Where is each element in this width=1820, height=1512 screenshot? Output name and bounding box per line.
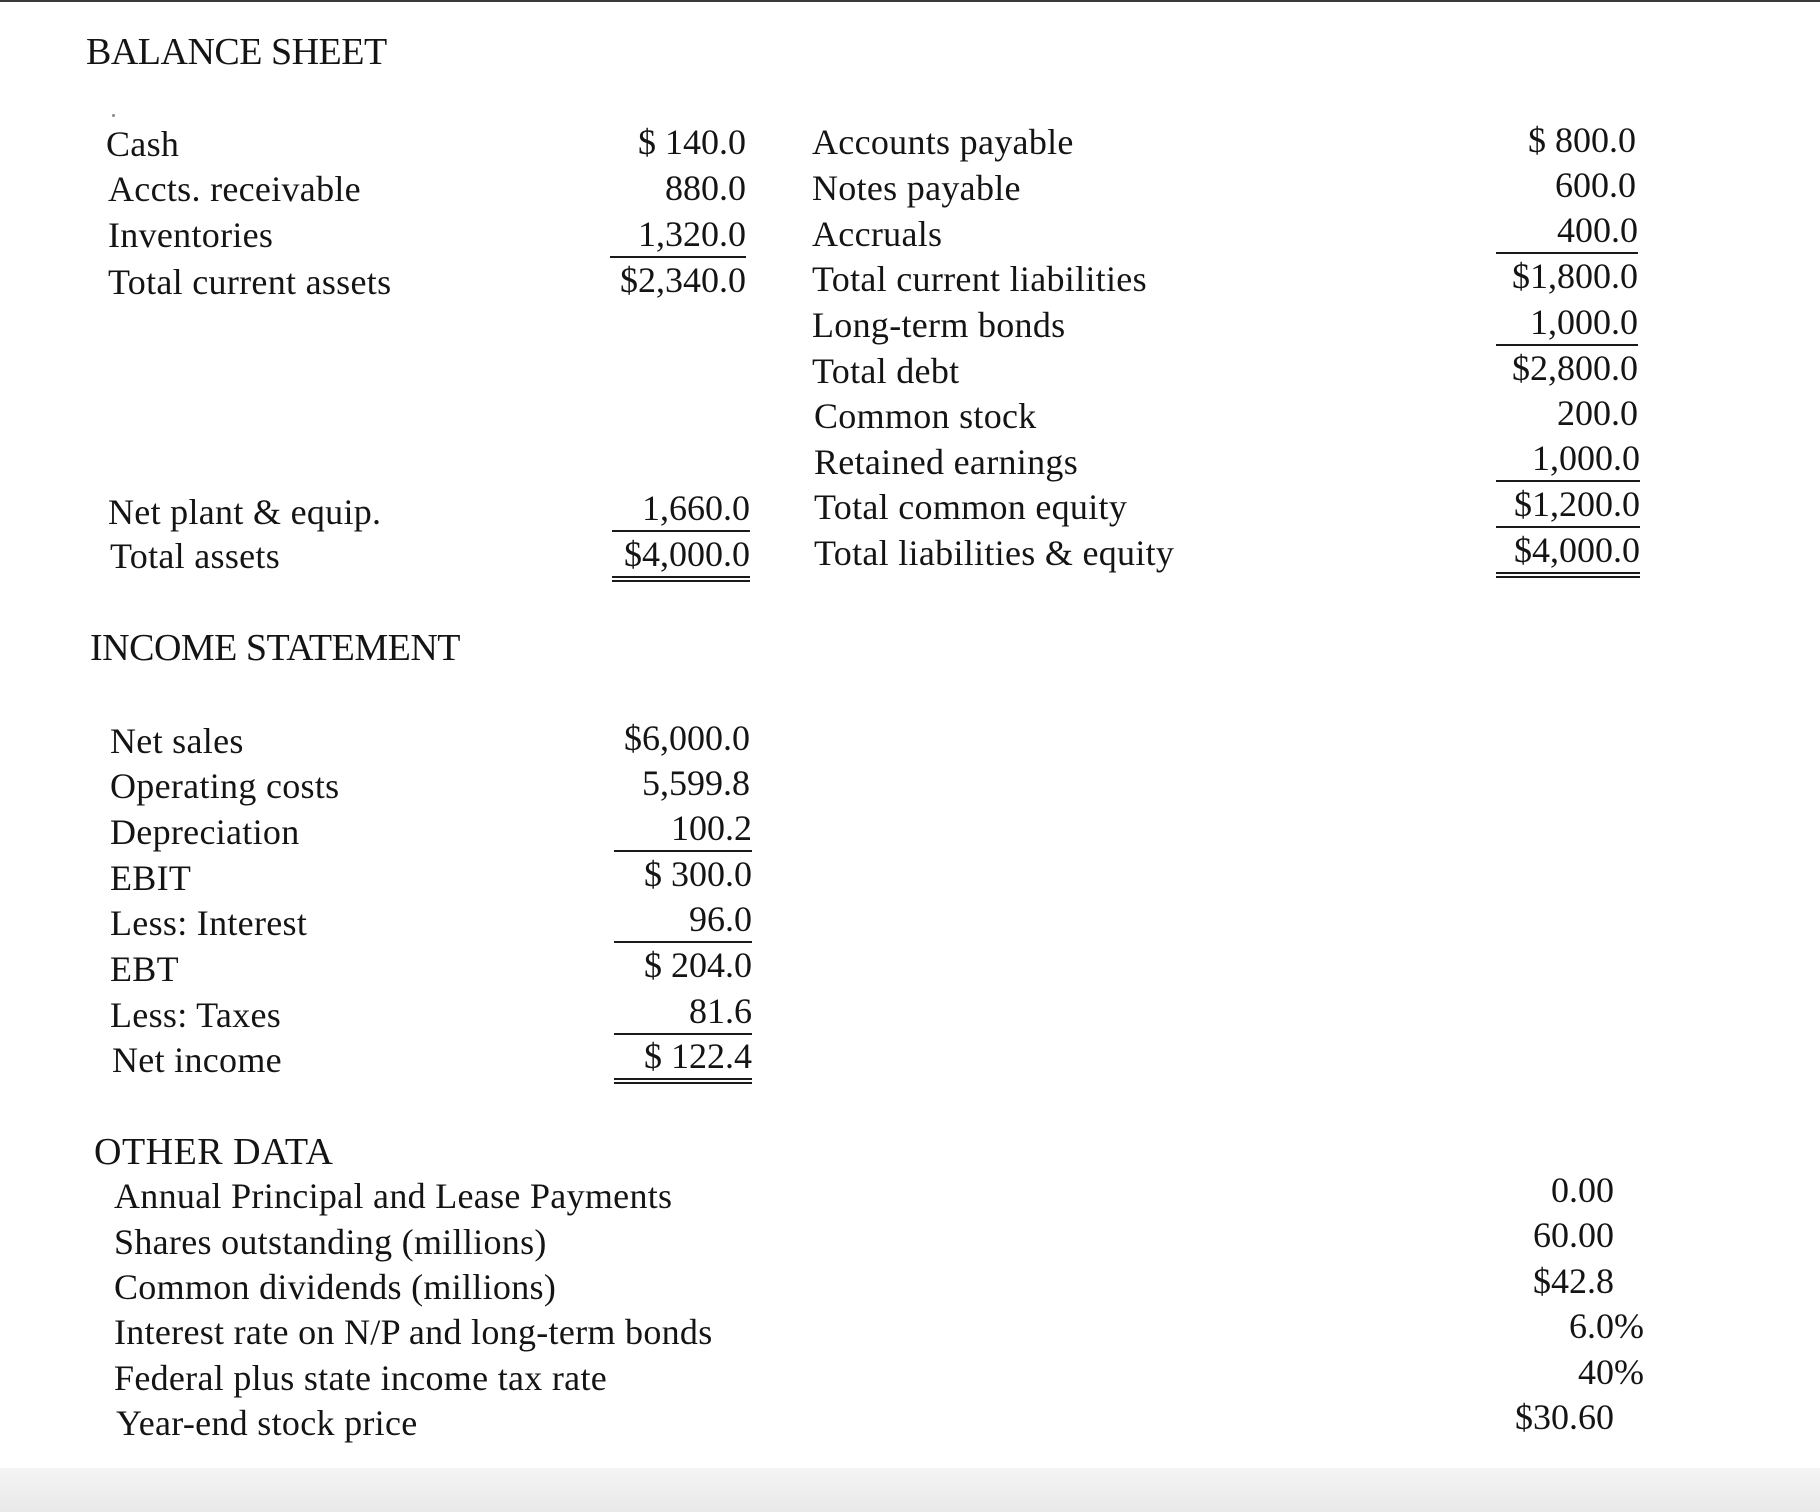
liability-label: Accruals <box>812 214 943 254</box>
income-value: $ 122.4 <box>614 1034 752 1084</box>
liability-value: 1,000.0 <box>1496 436 1640 482</box>
income-value: 5,599.8 <box>642 763 750 803</box>
asset-value: 880.0 <box>665 168 746 208</box>
balance-sheet-title: BALANCE SHEET <box>86 31 387 73</box>
liability-label: Total debt <box>812 351 960 391</box>
income-value: $ 204.0 <box>644 945 752 985</box>
liability-label: Retained earnings <box>814 442 1079 482</box>
liability-label: Long-term bonds <box>812 305 1066 345</box>
asset-value: 1,320.0 <box>610 212 746 258</box>
income-label: Net income <box>112 1040 282 1080</box>
income-label: Net sales <box>110 721 244 761</box>
liability-label: Total common equity <box>814 487 1128 527</box>
top-border <box>0 0 1820 2</box>
liability-value: 400.0 <box>1496 208 1638 254</box>
income-value: 96.0 <box>614 897 752 943</box>
other-value: 40% <box>1578 1352 1644 1392</box>
income-value: $ 300.0 <box>644 854 752 894</box>
liability-value: $1,800.0 <box>1512 256 1638 296</box>
liability-value: 200.0 <box>1557 393 1638 433</box>
other-label: Annual Principal and Lease Payments <box>114 1176 673 1216</box>
other-label: Common dividends (millions) <box>114 1267 557 1307</box>
bottom-scroll-area <box>0 1468 1820 1512</box>
other-value: 60.00 <box>1533 1215 1614 1255</box>
liability-value: 600.0 <box>1555 165 1636 205</box>
asset-label: Net plant & equip. <box>108 492 382 532</box>
liability-value: $4,000.0 <box>1496 528 1640 578</box>
other-value: 0.00 <box>1551 1170 1614 1210</box>
income-value: $6,000.0 <box>624 718 750 758</box>
other-value: $30.60 <box>1515 1397 1614 1437</box>
income-label: EBT <box>110 949 179 989</box>
liability-label: Common stock <box>814 396 1037 436</box>
scan-speck <box>112 114 115 117</box>
income-value: 100.2 <box>614 806 752 852</box>
liability-label: Notes payable <box>812 168 1021 208</box>
asset-label: Cash <box>106 124 180 164</box>
income-label: Less: Interest <box>110 903 308 943</box>
liability-value: 1,000.0 <box>1496 300 1638 346</box>
other-label: Year-end stock price <box>116 1403 418 1443</box>
other-value: $42.8 <box>1533 1261 1614 1301</box>
other-data-title: OTHER DATA <box>94 1131 334 1173</box>
other-label: Federal plus state income tax rate <box>114 1358 608 1398</box>
income-label: Depreciation <box>110 812 300 852</box>
asset-value: 1,660.0 <box>612 486 750 532</box>
asset-label: Total assets <box>110 536 281 576</box>
income-statement-title: INCOME STATEMENT <box>90 627 460 669</box>
asset-label: Inventories <box>108 215 274 255</box>
income-label: EBIT <box>110 858 192 898</box>
asset-label: Accts. receivable <box>108 169 361 209</box>
liability-label: Total liabilities & equity <box>814 533 1175 573</box>
asset-value: $4,000.0 <box>612 532 750 582</box>
asset-label: Total current assets <box>108 262 392 302</box>
liability-value: $2,800.0 <box>1512 348 1638 388</box>
income-label: Less: Taxes <box>110 995 282 1035</box>
other-value: 6.0% <box>1569 1306 1644 1346</box>
liability-label: Total current liabilities <box>812 259 1147 299</box>
liability-value: $1,200.0 <box>1496 482 1640 528</box>
income-value: 81.6 <box>614 989 752 1035</box>
liability-value: $ 800.0 <box>1528 120 1636 160</box>
other-label: Shares outstanding (millions) <box>114 1222 547 1262</box>
asset-value: $ 140.0 <box>638 122 746 162</box>
asset-value: $2,340.0 <box>620 260 746 300</box>
liability-label: Accounts payable <box>812 122 1074 162</box>
income-label: Operating costs <box>110 766 340 806</box>
other-label: Interest rate on N/P and long-term bonds <box>114 1312 713 1352</box>
